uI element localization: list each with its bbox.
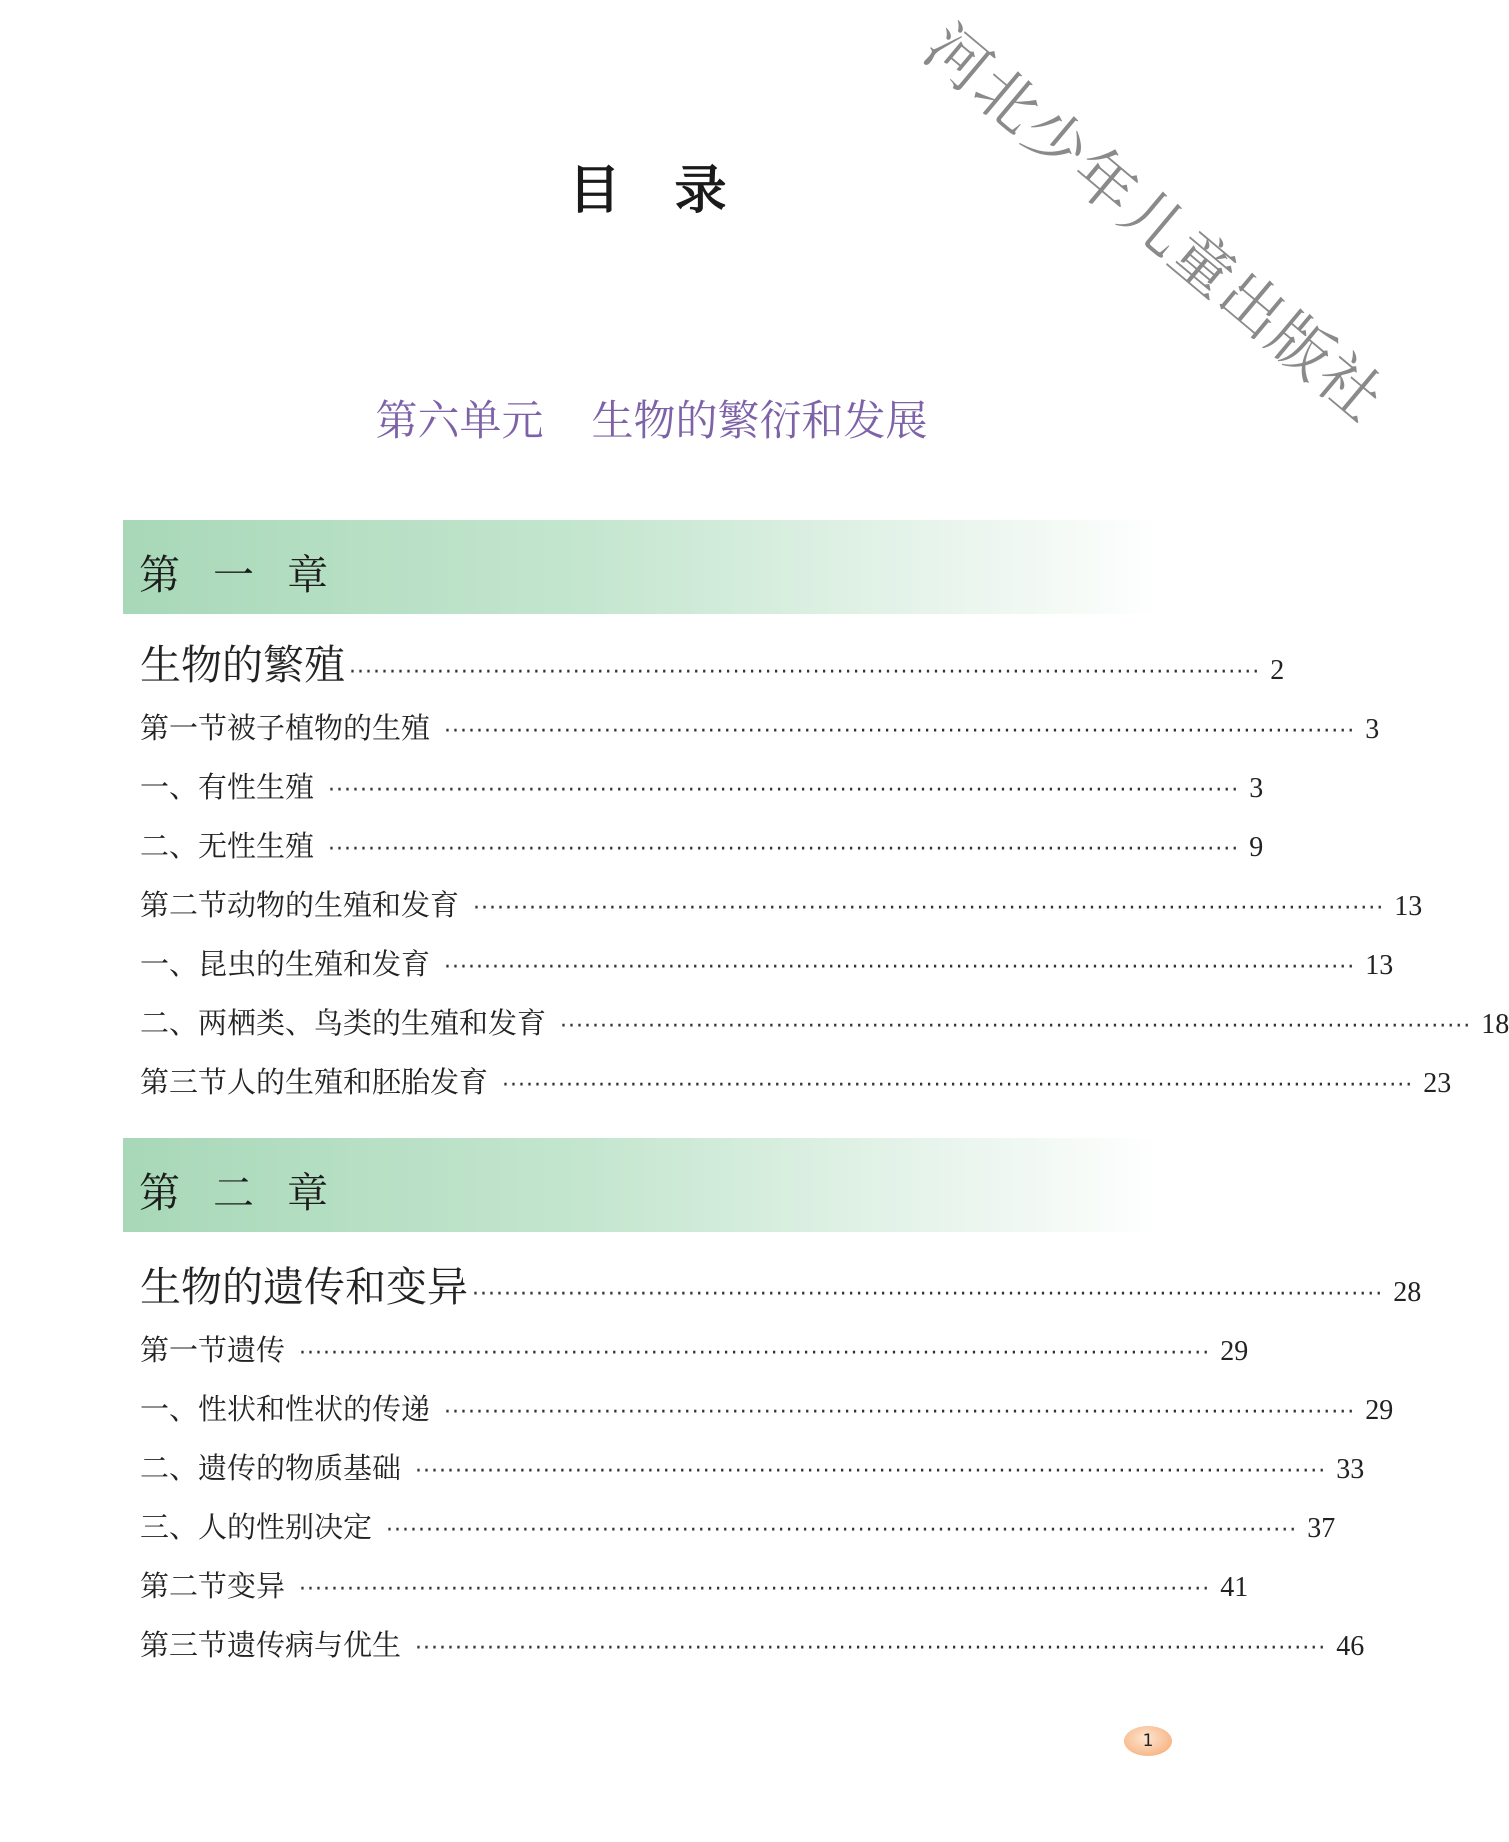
- toc-page-number: 2: [1270, 655, 1285, 686]
- chapter-label: 第 一 章: [139, 551, 339, 599]
- leader-dots: ··················································································································: [415, 1636, 1327, 1661]
- toc-label: 一、昆虫的生殖和发育: [140, 947, 431, 981]
- toc-chapter-title[interactable]: [140, 632, 1285, 691]
- unit-title: [0, 388, 1303, 448]
- toc-page-number: 29: [1220, 1336, 1249, 1367]
- toc-section-label: 第三节: [140, 1065, 228, 1099]
- chapter-label: 第 二 章: [139, 1169, 339, 1217]
- page-number-badge: 1: [1124, 1726, 1172, 1756]
- toc-label: 被子植物的生殖: [227, 711, 431, 745]
- toc-label: 遗传: [227, 1333, 286, 1367]
- leader-dots: ··················································································································: [386, 1518, 1298, 1543]
- toc-label: 二、无性生殖: [140, 829, 315, 863]
- toc-page-number: 41: [1220, 1572, 1249, 1603]
- toc-label: 一、有性生殖: [140, 770, 315, 804]
- publisher-watermark: 河北少年儿童出版社: [910, 10, 1399, 437]
- toc-label: 二、两栖类、鸟类的生殖和发育: [140, 1006, 547, 1040]
- leader-dots: ··················································································································: [349, 660, 1261, 685]
- toc-page-number: 33: [1336, 1454, 1365, 1485]
- leader-dots: ··················································································································: [473, 896, 1385, 921]
- leader-dots: ··················································································································: [502, 1073, 1414, 1098]
- chapter-header-2: [123, 1138, 1160, 1232]
- toc-page-number: 46: [1336, 1631, 1365, 1662]
- toc-label: 二、遗传的物质基础: [140, 1451, 402, 1485]
- toc-label: 人的生殖和胚胎发育: [227, 1065, 489, 1099]
- leader-dots: ··················································································································: [472, 1282, 1384, 1307]
- toc-page-number: 13: [1365, 950, 1394, 981]
- toc-entry[interactable]: [140, 765, 1264, 806]
- toc-label: 生物的繁殖: [140, 641, 345, 689]
- toc-label: 一、性状和性状的传递: [140, 1392, 431, 1426]
- toc-entry[interactable]: [140, 1001, 1509, 1042]
- toc-section-label: 第三节: [140, 1628, 228, 1662]
- toc-entry[interactable]: [140, 1328, 1249, 1369]
- toc-label: 三、人的性别决定: [140, 1510, 373, 1544]
- toc-label: 动物的生殖和发育: [227, 888, 460, 922]
- leader-dots: ··················································································································: [299, 1341, 1211, 1366]
- leader-dots: ··················································································································: [560, 1014, 1472, 1039]
- toc-section-label: 第一节: [140, 711, 228, 745]
- toc-page-number: 23: [1423, 1068, 1452, 1099]
- toc-section-label: 第二节: [140, 888, 228, 922]
- chapter-header-1: [123, 520, 1160, 614]
- leader-dots: ··················································································································: [299, 1577, 1211, 1602]
- toc-entry[interactable]: [140, 1060, 1452, 1101]
- toc-section-label: 第二节: [140, 1569, 228, 1603]
- toc-page-number: 28: [1393, 1277, 1422, 1308]
- toc-entry[interactable]: [140, 1564, 1249, 1605]
- page-title: [0, 148, 1303, 223]
- toc-entry[interactable]: [140, 942, 1394, 983]
- toc-entry[interactable]: [140, 1446, 1365, 1487]
- toc-page-number: 37: [1307, 1513, 1336, 1544]
- unit-number: 第六单元: [375, 396, 544, 445]
- toc-page-number: 3: [1365, 714, 1380, 745]
- toc-entry[interactable]: [140, 706, 1380, 747]
- leader-dots: ··················································································································: [415, 1459, 1327, 1484]
- toc-entry[interactable]: [140, 1623, 1365, 1664]
- leader-dots: ··················································································································: [328, 837, 1240, 862]
- toc-label: 生物的遗传和变异: [140, 1263, 468, 1311]
- page-title-part1: 目: [568, 161, 629, 221]
- toc-entry[interactable]: [140, 824, 1264, 865]
- toc-section-label: 第一节: [140, 1333, 228, 1367]
- toc-page-number: 18: [1481, 1009, 1509, 1040]
- toc-entry[interactable]: [140, 883, 1423, 924]
- toc-page-number: 29: [1365, 1395, 1394, 1426]
- toc-page-number: 13: [1394, 891, 1423, 922]
- leader-dots: ··················································································································: [328, 778, 1240, 803]
- leader-dots: ··················································································································: [444, 1400, 1356, 1425]
- page-title-part2: 录: [674, 161, 735, 221]
- leader-dots: ··················································································································: [444, 719, 1356, 744]
- leader-dots: ··················································································································: [444, 955, 1356, 980]
- toc-label: 遗传病与优生: [227, 1628, 402, 1662]
- unit-name: 生物的繁衍和发展: [591, 396, 928, 445]
- toc-chapter-title[interactable]: [140, 1254, 1422, 1313]
- toc-entry[interactable]: [140, 1505, 1336, 1546]
- toc-entry[interactable]: [140, 1387, 1394, 1428]
- toc-page-number: 9: [1249, 832, 1264, 863]
- toc-page-number: 3: [1249, 773, 1264, 804]
- toc-label: 变异: [227, 1569, 286, 1603]
